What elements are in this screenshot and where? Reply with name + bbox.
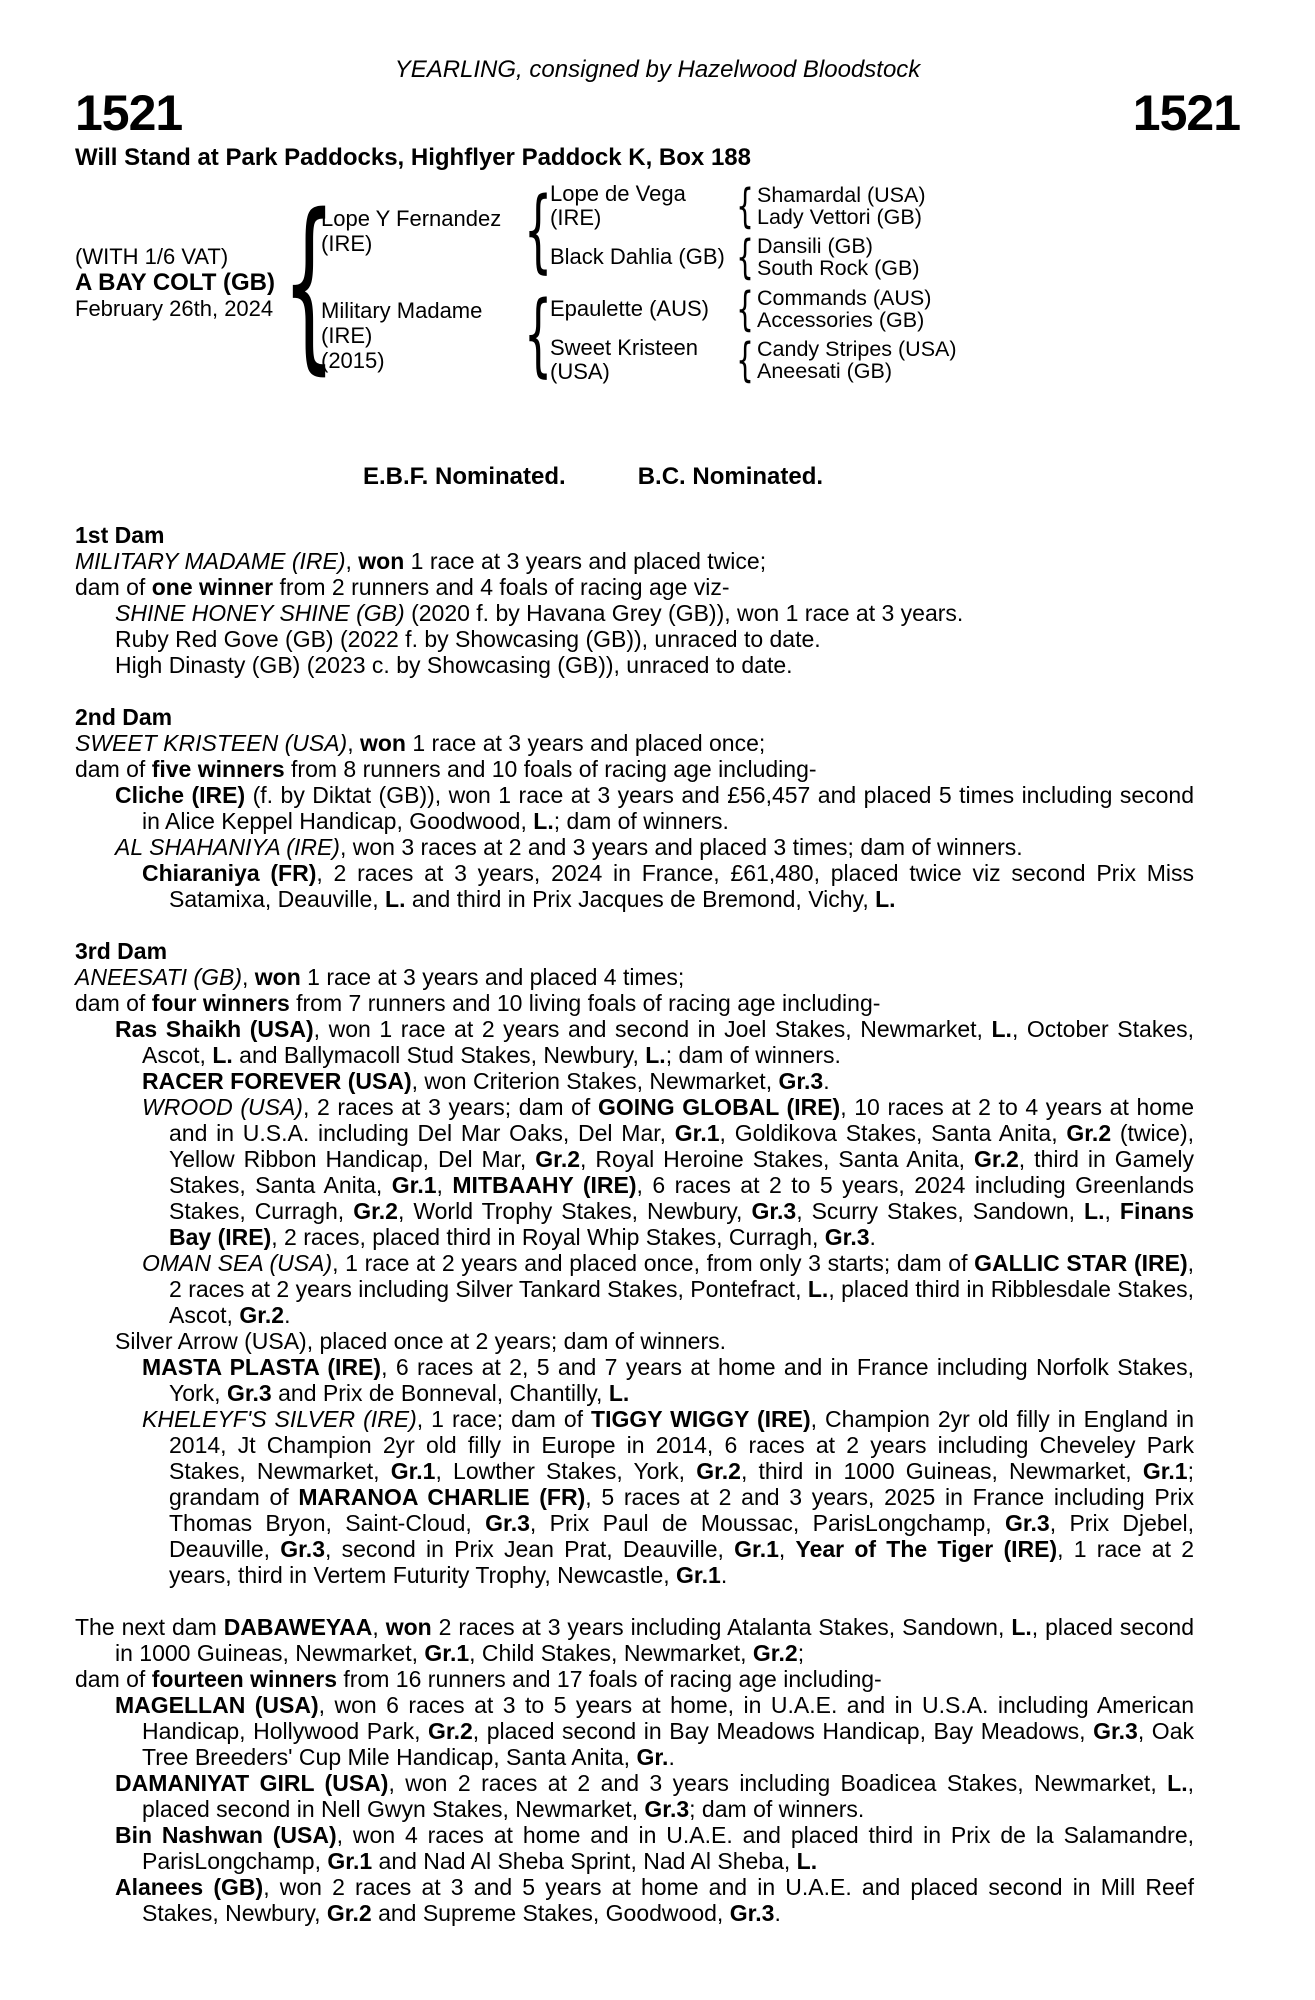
text-run: L. [796,1848,818,1874]
text-run: , Prix Paul de Moussac, ParisLongchamp, [529,1510,1005,1536]
dam-section [75,522,1194,678]
text-run: won [358,548,405,574]
ancestor-name: Commands (AUS) [757,286,932,310]
text-run: DAMANIYAT GIRL (USA) [115,1770,389,1796]
text-run: ; dam of winners. [665,1042,841,1068]
text-run: , placed second in 1000 Guineas, Newmarket, [115,1614,1194,1666]
text-run: GALLIC STAR (IRE) [974,1250,1188,1276]
text-run: ; dam of winners. [689,1796,865,1822]
catalogue-paragraph [75,600,1194,626]
catalogue-paragraph [75,1874,1194,1926]
text-run: , third in 1000 Guineas, Newmarket, [740,1458,1143,1484]
catalogue-paragraph [75,1666,1194,1692]
text-run: 2 races at 3 years including Atalanta Stakes, Sandown, [431,1614,1012,1640]
text-run: from 8 runners and 10 foals of racing age including- [284,756,817,782]
text-run: Gr.2 [696,1458,741,1484]
pedigree-brace-main: { [282,174,336,391]
catalogue-paragraph [75,626,1194,652]
text-run: Gr.3 [1093,1718,1138,1744]
text-run: dam of [75,1666,152,1692]
text-run: , 5 races at 2 and 3 years, 2025 in France including Prix Thomas Bryon, Saint-Cloud, [169,1484,1194,1536]
text-run: Gr.1 [424,1640,470,1666]
lot-number-left: 1521 [75,85,183,141]
text-run: . [869,1224,876,1250]
text-run: Finans Bay (IRE) [169,1198,1195,1250]
text-run: L. [212,1042,233,1068]
dam-heading: 3rd Dam [75,938,168,964]
text-run: ; dam of winners. [553,808,729,834]
vat-note: (WITH 1/6 VAT) [75,244,229,269]
text-run: won [254,964,301,990]
text-run: The next dam [75,1614,224,1640]
sire-sire-name: Lope de Vega (IRE) [550,181,686,230]
text-run: and Nad Al Sheba Sprint, Nad Al Sheba, [372,1848,797,1874]
text-run: L. [875,886,896,912]
catalogue-paragraph [75,1250,1194,1328]
bc-nomination: B.C. Nominated. [637,463,824,490]
dam-heading: 1st Dam [75,522,165,548]
catalogue-paragraph [75,652,1194,678]
text-run: Gr.2 [752,1640,798,1666]
text-run: Gr.1 [674,1120,720,1146]
catalogue-paragraph [75,1094,1194,1250]
pedigree-brace-dam: { [523,282,553,387]
lot-number-right: 1521 [1132,85,1240,141]
text-run: 1 race at 3 years and placed once; [405,730,766,756]
text-run: Gr. [636,1744,669,1770]
text-run: High Dinasty (GB) (2023 c. by Showcasing (GB)), unraced to date. [115,652,793,678]
text-run: Gr.2 [428,1718,473,1744]
text-run: Alanees (GB) [115,1874,264,1900]
text-run: MASTA PLASTA (IRE) [142,1354,382,1380]
text-run: , 2 races at 2 years including Silver Tankard Stakes, Pontefract, [169,1250,1194,1302]
dam-section [75,1614,1194,1926]
ancestor-name: Candy Stripes (USA) [757,337,957,361]
text-run: from 7 runners and 10 living foals of racing age including- [289,990,881,1016]
pedigree-table [75,174,1240,391]
text-run: , [778,1536,796,1562]
text-run: Gr.2 [535,1146,581,1172]
text-run: dam of [75,990,152,1016]
text-run: one winner [151,574,274,600]
text-run: Gr.2 [974,1146,1019,1172]
foaling-date: February 26th, 2024 [75,296,274,321]
text-run: fourteen winners [151,1666,338,1692]
text-run: , [347,730,360,756]
text-run: TIGGY WIGGY (IRE) [591,1406,811,1432]
text-run: . [284,1302,291,1328]
text-run: L. [1167,1770,1188,1796]
text-run: , 6 races at 2 to 5 years, 2024 including Greenlands Stakes, Curragh, [169,1172,1195,1224]
text-run: , Champion 2yr old filly in England in 2014, Jt Champion 2yr old filly in Europe in 2014, 6 races at 2 years including Cheveley Park Stakes, Newmarket, [169,1406,1194,1484]
stand-location-line: Will Stand at Park Paddocks, Highflyer Paddock K, Box 188 [75,144,751,171]
text-run: , [345,548,359,574]
text-run: (2020 f. by Havana Grey (GB)), won 1 race at 3 years. [404,600,964,626]
dam-name-text: Military Madame (IRE) [321,297,483,348]
text-run: Gr.3 [824,1224,870,1250]
text-run: MILITARY MADAME (IRE) [75,548,346,574]
text-run: Gr.2 [326,1900,372,1926]
catalogue-paragraph [75,1770,1194,1822]
text-run: , placed third in Ribblesdale Stakes, Ascot, [169,1276,1194,1328]
text-run: Year of The Tiger (IRE) [795,1536,1058,1562]
text-run: L. [807,1276,829,1302]
text-run: , [1104,1198,1120,1224]
sire-name [321,206,526,256]
text-run: 1 race at 3 years and placed 4 times; [300,964,685,990]
text-run: , 1 race at 2 years, third in Vertem Futurity Trophy, Newcastle, [169,1536,1194,1588]
dam-section [75,704,1194,912]
text-run: , won Criterion Stakes, Newmarket, [411,1068,779,1094]
text-run: Gr.1 [676,1562,721,1588]
text-run: Gr.2 [1066,1120,1112,1146]
ancestor-name: South Rock (GB) [757,256,920,280]
text-run: MARANOA CHARLIE (FR) [298,1484,586,1510]
text-run: Gr.1 [390,1458,436,1484]
catalogue-paragraph [75,860,1194,912]
text-run: ; grandam of [169,1458,1194,1510]
text-run: , Royal Heroine Stakes, Santa Anita, [580,1146,974,1172]
text-run: , won 2 races at 3 and 5 years at home and in U.A.E. and placed second in Mill Reef Stakes, Newbury, [142,1874,1194,1926]
text-run: and Supreme Stakes, Goodwood, [371,1900,730,1926]
text-run: Gr.1 [1142,1458,1188,1484]
text-run: L. [608,1380,630,1406]
catalogue-paragraph [75,1406,1194,1588]
text-run: , won 1 race at 2 years and second in Joel Stakes, Newmarket, [313,1016,992,1042]
text-run: . [720,1562,728,1588]
text-run: , [436,1172,453,1198]
text-run: . [823,1068,830,1094]
text-run: , 6 races at 2, 5 and 7 years at home and in France including Norfolk Stakes, York, [169,1354,1194,1406]
text-run: KHELEYF'S SILVER (IRE) [142,1406,417,1432]
text-run: OMAN SEA (USA) [142,1250,333,1276]
text-run: Gr.3 [644,1796,690,1822]
dam-sire-group [550,282,1240,336]
text-run: , Child Stakes, Newmarket, [469,1640,753,1666]
text-run: , Oak Tree Breeders' Cup Mile Handicap, Santa Anita, [142,1718,1194,1770]
text-run: Cliche (IRE) [115,782,246,808]
text-run: Chiaraniya (FR) [142,860,317,886]
ancestor-name: Aneesati (GB) [757,359,893,383]
text-run: , [242,964,255,990]
text-run: from 16 runners and 17 foals of racing age including- [337,1666,882,1692]
dam-name [321,298,526,373]
text-run: 1 race at 3 years and placed twice; [404,548,767,574]
text-run: , 2 races at 3 years, 2024 in France, £61,480, placed twice viz second Prix Miss Satamixa, Deauville, [169,860,1194,912]
catalogue-paragraph [75,1016,1194,1068]
text-run: , 2 races, placed third in Royal Whip Stakes, Curragh, [271,1224,825,1250]
dam-dam-group [550,333,1240,387]
text-run: Gr.3 [778,1068,824,1094]
pedigree-generations [321,178,1240,387]
text-run: Gr.1 [391,1172,437,1198]
text-run: Gr.3 [485,1510,530,1536]
text-run: Gr.3 [280,1536,325,1562]
dam-heading: 2nd Dam [75,704,173,730]
ancestor-name: Lady Vettori (GB) [757,205,922,229]
text-run: , Goldikova Stakes, Santa Anita, [719,1120,1067,1146]
sire-name-text: Lope Y Fernandez (IRE) [321,206,502,256]
sire-dam-group [550,230,1240,284]
text-run: , Lowther Stakes, York, [435,1458,697,1484]
sire-dam-name: Black Dahlia (GB) [550,244,725,269]
text-run: , third in Gamely Stakes, Santa Anita, [169,1146,1194,1198]
dam-half [321,282,1240,387]
text-run: won [359,730,406,756]
nominations-line [75,464,1240,490]
text-run: RACER FOREVER (USA) [142,1068,412,1094]
text-run: DABAWEYAA [223,1614,373,1640]
text-run: , 2 races at 3 years; dam of [302,1094,598,1120]
text-run: , 1 race at 2 years and placed once, from only 3 starts; dam of [332,1250,975,1276]
colt-description: A BAY COLT (GB) [75,269,276,296]
text-run: Silver Arrow (USA), placed once at 2 years; dam of winners. [115,1328,727,1354]
text-run: Gr.2 [353,1198,398,1224]
text-run: Gr.2 [239,1302,285,1328]
text-run: GOING GLOBAL (IRE) [597,1094,841,1120]
text-run: , placed second in Nell Gwyn Stakes, Newmarket, [142,1770,1194,1822]
catalogue-paragraph [75,964,1194,990]
catalogue-paragraph [75,1692,1194,1770]
catalogue-paragraph [75,1328,1194,1354]
dam-dam-name: Sweet Kristeen (USA) [550,335,698,384]
text-run: SHINE HONEY SHINE (GB) [115,600,405,626]
catalogue-paragraph [75,1614,1194,1666]
text-run: Gr.1 [327,1848,373,1874]
text-run: L. [991,1016,1012,1042]
text-run: Ruby Red Gove (GB) (2022 f. by Showcasing (GB)), unraced to date. [115,626,821,652]
catalogue-paragraph [75,756,1194,782]
text-run: (twice), Yellow Ribbon Handicap, Del Mar, [169,1120,1194,1172]
pedigree-brace-ss: { [736,179,754,233]
text-run: , Scurry Stakes, Sandown, [796,1198,1085,1224]
text-run: , won 4 races at home and in U.A.E. and placed third in Prix de la Salamandre, ParisLongchamp, [142,1822,1195,1874]
text-run: L. [533,808,554,834]
dam-section [75,938,1194,1588]
text-run: MITBAAHY (IRE) [452,1172,637,1198]
text-run: , placed second in Bay Meadows Handicap, Bay Meadows, [472,1718,1094,1744]
text-run: , won 6 races at 3 to 5 years at home, in U.A.E. and in U.S.A. including American Handicap, Hollywood Park, [142,1692,1194,1744]
pedigree-brace-sd: { [736,230,754,284]
catalogue-paragraph [75,782,1194,834]
text-run: , Prix Djebel, Deauville, [169,1510,1195,1562]
catalogue-paragraph [75,834,1194,860]
text-run: L. [1084,1198,1105,1224]
text-run: , [372,1614,386,1640]
text-run: SWEET KRISTEEN (USA) [75,730,348,756]
catalogue-paragraph [75,1068,1194,1094]
text-run: Ras Shaikh (USA) [115,1016,314,1042]
text-run: from 2 runners and 4 foals of racing age viz- [273,574,730,600]
catalogue-paragraph [75,990,1194,1016]
text-run: won [385,1614,432,1640]
text-run: ANEESATI (GB) [75,964,242,990]
catalogue-paragraph [75,1822,1194,1874]
dam-year: (2015) [321,347,385,373]
text-run: Gr.3 [1004,1510,1050,1536]
text-run: , 10 races at 2 to 4 years at home and in U.S.A. including Del Mar Oaks, Del Mar, [169,1094,1194,1146]
consignor-line: YEARLING, consigned by Hazelwood Bloodstock [394,56,921,83]
text-run: Gr.3 [729,1900,775,1926]
pedigree-brace-sire: { [523,178,553,283]
text-run: dam of [75,756,152,782]
text-run: L. [385,886,406,912]
text-run: , 1 race; dam of [416,1406,592,1432]
dam-sections [75,522,1240,1926]
text-run: (f. by Diktat (GB)), won 1 race at 3 years and £56,457 and placed 5 times including second in Alice Keppel Handicap, Goodwood, [142,782,1194,834]
text-run: MAGELLAN (USA) [115,1692,319,1718]
pedigree-brace-ds: { [736,282,754,336]
text-run: Gr.3 [226,1380,272,1406]
text-run: Bin Nashwan (USA) [115,1822,337,1848]
catalogue-paragraph [75,574,1194,600]
text-run: and Prix de Bonneval, Chantilly, [271,1380,609,1406]
text-run: , World Trophy Stakes, Newbury, [397,1198,752,1224]
text-run: L. [645,1042,666,1068]
sire-half [321,178,1240,284]
pedigree-brace-dd: { [736,333,754,387]
text-run: Gr.3 [751,1198,797,1224]
text-run: , won 2 races at 2 and 3 years including Boadicea Stakes, Newmarket, [388,1770,1168,1796]
lot-info-block [75,244,297,322]
text-run: . [668,1744,675,1770]
catalogue-paragraph [75,730,1194,756]
lot-number-row [75,85,1240,141]
text-run: WROOD (USA) [142,1094,303,1120]
catalogue-paragraph [75,1354,1194,1406]
text-run: Gr.1 [734,1536,779,1562]
text-run: dam of [75,574,152,600]
text-run: L. [1011,1614,1032,1640]
ancestor-name: Dansili (GB) [757,234,873,258]
ebf-nomination: E.B.F. Nominated. [363,463,566,490]
text-run: , October Stakes, Ascot, [142,1016,1194,1068]
text-run: . [774,1900,781,1926]
catalogue-paragraph [75,548,1194,574]
sire-sire-group [550,179,1240,233]
text-run: , second in Prix Jean Prat, Deauville, [325,1536,735,1562]
text-run: , won 3 races at 2 and 3 years and placed 3 times; dam of winners. [339,834,1023,860]
text-run: AL SHAHANIYA (IRE) [115,834,340,860]
ancestor-name: Shamardal (USA) [757,183,926,207]
text-run: ; [797,1640,805,1666]
text-run: five winners [151,756,285,782]
text-run: four winners [151,990,290,1016]
text-run: and third in Prix Jacques de Bremond, Vichy, [405,886,876,912]
dam-sire-name: Epaulette (AUS) [550,296,709,321]
ancestor-name: Accessories (GB) [757,308,925,332]
text-run: and Ballymacoll Stud Stakes, Newbury, [232,1042,646,1068]
